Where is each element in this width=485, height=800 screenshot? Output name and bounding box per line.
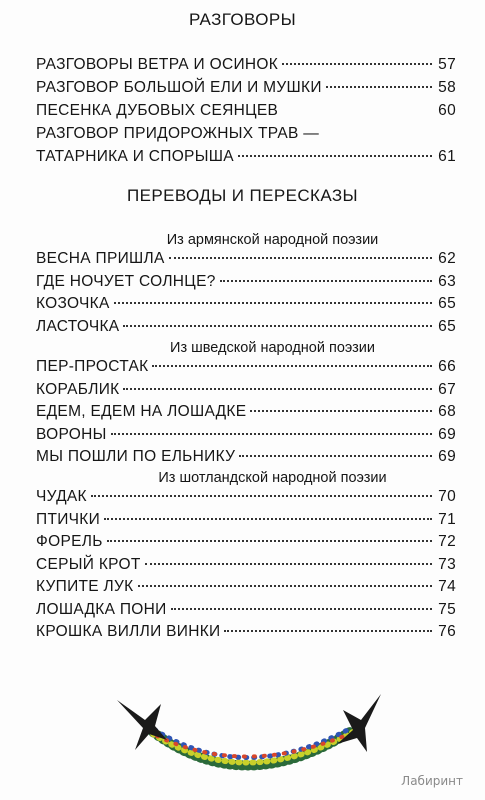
group-subtitle-swedish: Из шведской народной поэзии [170,340,375,356]
leader-dots [111,433,432,435]
toc-row [36,601,456,624]
toc-row [36,148,456,171]
toc-row-page: 75 [438,600,456,618]
toc-row [36,578,456,601]
leader-dots [123,388,432,390]
toc-row-page: 62 [438,250,456,267]
toc-row [36,273,456,296]
toc-row [36,358,456,381]
leader-dots [145,563,432,565]
toc-row-title: ПТИЧКИ [36,510,101,528]
toc-row-title: ПЕР-ПРОСТАК [36,358,149,375]
toc-row-title: ФОРЕЛЬ [36,533,103,550]
toc-row-title: КУПИТЕ ЛУК [36,578,134,595]
leader-dots [91,495,432,497]
toc-group-swedish [36,358,456,471]
leader-dots [123,325,432,327]
toc-row-page: 58 [438,79,456,96]
toc-row [36,488,456,511]
toc-row-title: КОЗОЧКА [36,295,110,312]
toc-row [36,56,456,79]
toc-row-title: КРОШКА ВИЛЛИ ВИНКИ [36,623,221,640]
leader-dots [282,63,432,65]
toc-row-title: ЕДЕМ, ЕДЕМ НА ЛОШАДКЕ [36,403,247,420]
toc-row-title: ТАТАРНИКА И СПОРЫША [36,148,234,165]
toc-row-page: 73 [438,555,456,573]
toc-row-title: ВЕСНА ПРИШЛА [36,250,165,267]
leader-dots [107,540,432,542]
toc-row-page: 61 [438,148,456,165]
toc-row [36,623,456,646]
toc-row-title: СЕРЫЙ КРОТ [36,555,141,573]
toc-row-title: РАЗГОВОР ПРИДОРОЖНЫХ ТРАВ — [36,125,320,142]
toc-row-page: 69 [438,425,456,443]
toc-row-title: РАЗГОВОРЫ ВЕТРА И ОСИНОК [36,56,279,73]
toc-row [36,295,456,318]
group-subtitle-armenian: Из армянской народной поэзии [166,232,379,248]
toc-row [36,125,456,148]
toc-row-page: 63 [438,272,456,290]
leader-dots [224,630,432,632]
toc-row-page: 57 [438,56,456,73]
toc-row-page: 74 [438,578,456,595]
swallow-right-icon [337,694,381,752]
leader-dots [169,257,432,259]
leader-dots [152,365,432,367]
toc-row [36,448,456,471]
toc-row [36,511,456,534]
section-title-perevody: ПЕРЕВОДЫ И ПЕРЕСКАЗЫ [127,186,358,205]
toc-row-title: ЛОШАДКА ПОНИ [36,600,167,618]
toc-group-armenian [36,250,456,340]
toc-row-page: 65 [438,317,456,335]
toc-row [36,556,456,579]
toc-row-page: 67 [438,380,456,398]
swallows-garland-illustration [115,690,385,780]
toc-row-page: 76 [438,623,456,640]
toc-row [36,381,456,404]
toc-row-page: 69 [438,448,456,465]
toc-section-1 [36,56,456,171]
group-subtitle-scottish: Из шотландской народной поэзии [158,470,387,486]
leader-dots [171,608,432,610]
toc-row [36,102,456,125]
toc-row [36,318,456,341]
toc-row-title: РАЗГОВОР БОЛЬШОЙ ЕЛИ И МУШКИ [36,79,322,96]
leader-dots [114,302,432,304]
toc-row-title: ЧУДАК [36,488,87,505]
toc-row [36,79,456,102]
leader-dots [326,86,432,88]
toc-row-page: 71 [438,510,456,528]
leader-dots [220,280,432,282]
leader-dots [138,585,433,587]
toc-row-page: 72 [438,533,456,550]
section-title-razgovory: РАЗГОВОРЫ [188,10,297,29]
toc-row-page: 68 [438,403,456,420]
toc-row-title: КОРАБЛИК [36,380,120,398]
bead-garland-icon [153,728,353,766]
toc-row [36,533,456,556]
watermark-logo: Лабиринт [401,774,463,788]
leader-dots [239,455,432,457]
toc-row-page: 66 [438,358,456,375]
toc-row [36,426,456,449]
toc-row-title: ПЕСЕНКА ДУБОВЫХ СЕЯНЦЕВ [36,102,279,119]
leader-dots [104,518,432,520]
toc-row-title: ГДЕ НОЧУЕТ СОЛНЦЕ? [36,272,216,290]
leader-dots [238,155,432,157]
toc-row-page: 65 [438,295,456,312]
toc-row [36,403,456,426]
toc-row [36,250,456,273]
toc-row-title: МЫ ПОШЛИ ПО ЕЛЬНИКУ [36,448,236,465]
leader-dots [250,410,432,412]
toc-row-page: 60 [438,102,456,119]
toc-row-title: ЛАСТОЧКА [36,317,120,335]
toc-group-scottish [36,488,456,646]
toc-row-page: 70 [438,488,456,505]
toc-row-title: ВОРОНЫ [36,425,107,443]
